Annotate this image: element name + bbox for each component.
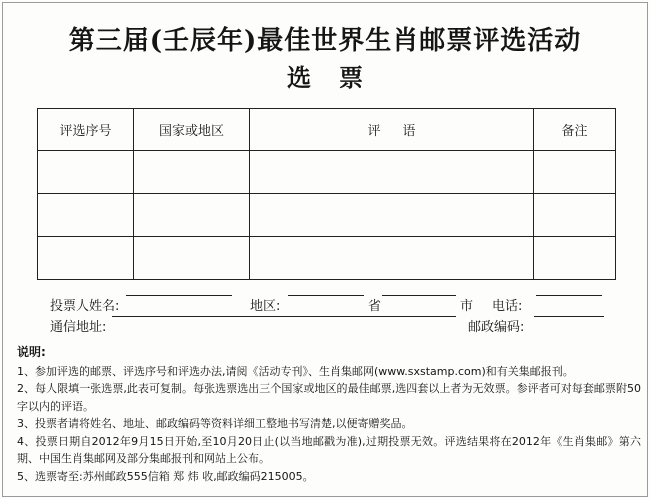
phone-label: 电话: xyxy=(492,299,523,314)
province-label: 省 xyxy=(368,299,382,314)
region-field[interactable] xyxy=(288,295,364,296)
table-header-row xyxy=(38,109,616,151)
instruction-item: 1、参加评选的邮票、评选序号和评选办法,请阅《活动专刊》、生肖集邮网(www.sxstamp.com)和有关集邮报刊。 xyxy=(17,364,574,378)
instructions xyxy=(17,344,641,485)
table-cell[interactable] xyxy=(134,151,250,194)
instruction-item: 5、选票寄至:苏州邮政555信箱 郑 炜 收,邮政编码215005。 xyxy=(17,469,314,483)
instruction-item: 4、投票日期自2012年9月15日开始,至10月20日止(以当地邮戳为准),过期投票无效。评选结果将在2012年《生肖集邮》第六期、中国生肖集邮网及部分集邮报刊和网站上公布。 xyxy=(17,434,641,465)
instruction-item: 3、投票者请将姓名、地址、邮政编码等资料详细工整地书写清楚,以便寄赠奖品。 xyxy=(17,417,413,430)
page-title: 第三届(壬辰年)最佳世界生肖邮票评选活动 xyxy=(68,26,582,56)
column-header-number: 评选序号 xyxy=(38,109,134,151)
city-label: 市 xyxy=(460,299,474,314)
column-header-country: 国家或地区 xyxy=(134,109,250,151)
instruction-item: 2、每人限填一张选票,此表可复制。每张选票选出三个国家或地区的最佳邮票,选四套以上者为无效票。参评者可对每套邮票附50字以内的评语。 xyxy=(17,382,641,413)
phone-field[interactable] xyxy=(536,295,602,296)
ballot-table xyxy=(37,108,616,280)
table-cell[interactable] xyxy=(534,151,616,194)
page-subtitle: 选票 xyxy=(287,63,391,92)
region-label: 地区: xyxy=(250,299,281,314)
postcode-field[interactable] xyxy=(534,316,604,317)
table-cell[interactable] xyxy=(38,194,134,237)
address-field[interactable] xyxy=(112,316,456,317)
table-row xyxy=(38,194,616,237)
table-cell[interactable] xyxy=(534,237,616,280)
table-cell[interactable] xyxy=(250,151,534,194)
postcode-label: 邮政编码: xyxy=(468,320,525,335)
column-header-comment: 评语 xyxy=(250,109,534,151)
table-cell[interactable] xyxy=(134,194,250,237)
province-field[interactable] xyxy=(382,295,456,296)
table-cell[interactable] xyxy=(250,237,534,280)
table-row xyxy=(38,151,616,194)
address-label: 通信地址: xyxy=(50,320,107,335)
table-cell[interactable] xyxy=(250,194,534,237)
voter-name-label: 投票人姓名: xyxy=(50,299,120,314)
voter-name-field[interactable] xyxy=(126,295,232,296)
table-cell[interactable] xyxy=(534,194,616,237)
table-row xyxy=(38,237,616,280)
instructions-heading: 说明: xyxy=(17,345,46,359)
table-cell[interactable] xyxy=(38,237,134,280)
table-cell[interactable] xyxy=(38,151,134,194)
table-cell[interactable] xyxy=(134,237,250,280)
column-header-remarks: 备注 xyxy=(534,109,616,151)
